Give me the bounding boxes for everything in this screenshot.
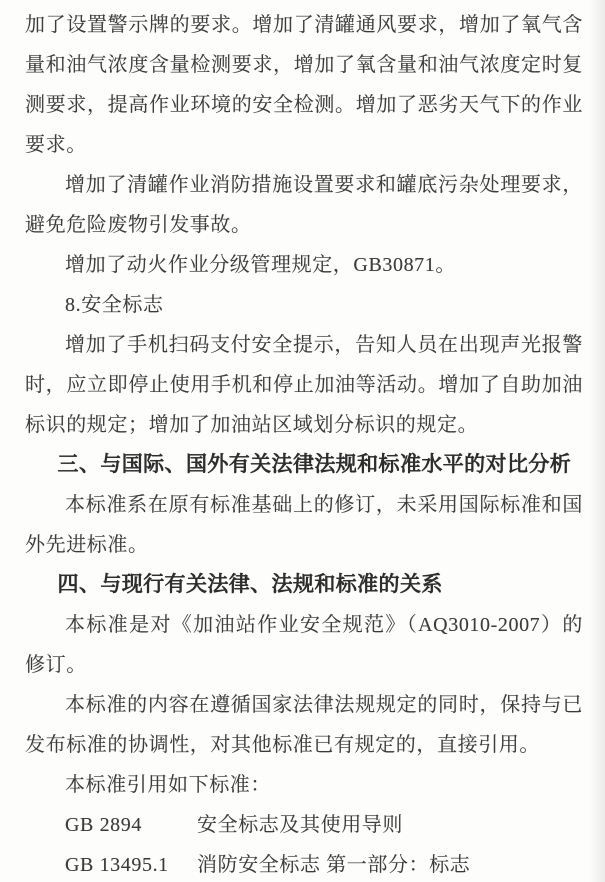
reference-row-gb2894: [25, 805, 583, 845]
reference-row-gb13495: [25, 845, 583, 882]
paragraph-mobile-payment-safety: 增加了手机扫码支付安全提示，告知人员在出现声光报警时，应立即停止使用手机和停止加油等活动。增加了自助加油标识的规定；增加了加油站区域划分标识的规定。: [25, 334, 583, 436]
list-item-safety-signs: 8.安全标志: [65, 294, 164, 316]
reference-title: 消防安全标志 第一部分：标志: [197, 854, 471, 876]
paragraph-coordination-with-standards: 本标准的内容在遵循国家法律法规规定的同时，保持与已发布标准的协调性，对其他标准已有规定的，直接引用。: [25, 694, 583, 756]
reference-title: 安全标志及其使用导则: [197, 814, 403, 836]
paragraph-references-intro: 本标准引用如下标准：: [65, 774, 271, 796]
reference-code: GB 2894: [65, 814, 142, 836]
paragraph-international-comparison-body: 本标准系在原有标准基础上的修订，未采用国际标准和国外先进标准。: [25, 494, 583, 556]
section-heading-international-comparison: 三、与国际、国外有关法律法规和标准水平的对比分析: [57, 453, 572, 476]
paragraph-standard-revision-basis: 本标准是对《加油站作业安全规范》（AQ3010-2007）的修订。: [25, 614, 583, 676]
reference-code: GB 13495.1: [65, 854, 169, 876]
paragraph-tank-cleaning-fire-measures: 增加了清罐作业消防措施设置要求和罐底污杂处理要求，避免危险废物引发事故。: [25, 174, 583, 236]
paragraph-hot-work-classification: 增加了动火作业分级管理规定，GB30871。: [65, 254, 456, 276]
paragraph-warning-sign-requirements: 加了设置警示牌的要求。增加了清罐通风要求，增加了氧气含量和油气浓度含量检测要求，增加了氧含量和油气浓度定时复测要求，提高作业环境的安全检测。增加了恶劣天气下的作业要求。: [25, 14, 583, 156]
section-heading-relation-to-existing-laws: 四、与现行有关法律、法规和标准的关系: [57, 573, 443, 596]
